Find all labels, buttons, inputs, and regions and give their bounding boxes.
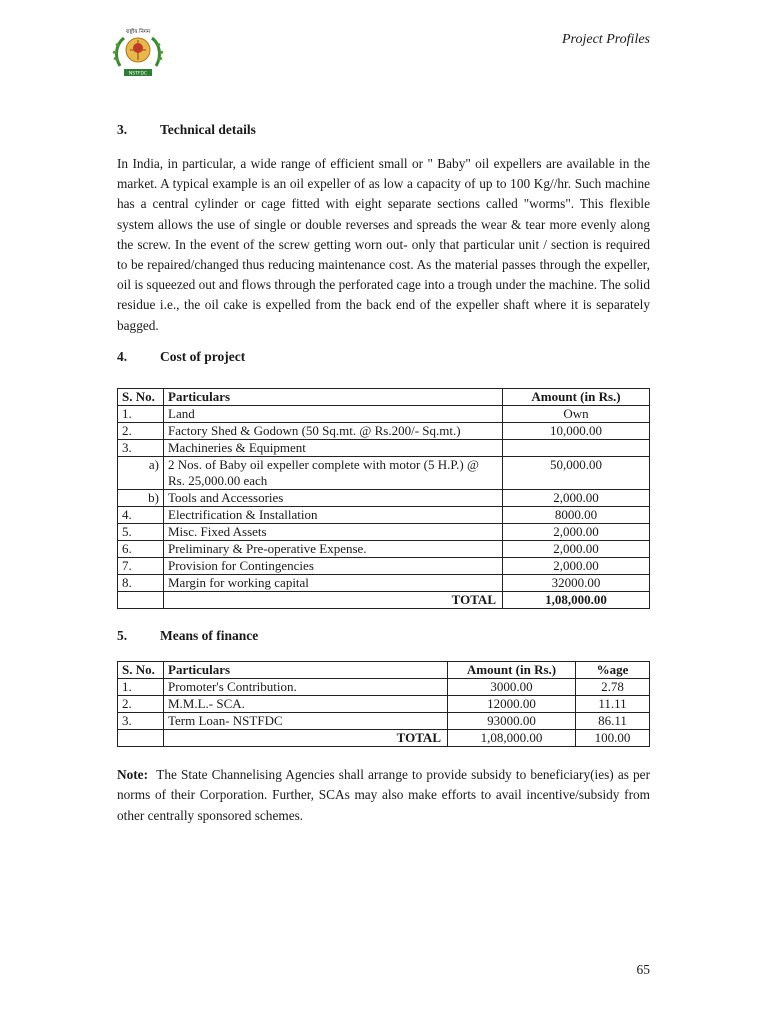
serial-number: a) bbox=[118, 456, 164, 489]
amount: 32000.00 bbox=[503, 574, 650, 591]
total-amount: 1,08,000.00 bbox=[448, 729, 576, 746]
total-percent: 100.00 bbox=[576, 729, 650, 746]
technical-details-paragraph: In India, in particular, a wide range of efficient small or " Baby" oil expellers are available in the market. A typical example is an oil expeller of as low a capacity of up to 100 Kg//hr. Such machine has a central cylinder or cage fitted with eight separate sections called "worms". This flexible system allows the use of single or double reverses and spreads the wear & tear more evenly along the screw. In the event of the screw getting worn out- only that particular unit / section is required to be repaired/changed thus reducing maintenance cost. As the material passes through the expeller, oil is squeezed out and flows through the perforated cage into a trough under the machine. The solid residue i.e., the oil cake is expelled from the back end of the expeller shaft where it is separately bagged. bbox=[117, 156, 650, 333]
particular: Machineries & Equipment bbox=[164, 439, 503, 456]
column-header: Amount (in Rs.) bbox=[448, 661, 576, 678]
section-3-heading bbox=[117, 122, 650, 138]
table-row bbox=[118, 523, 650, 540]
page-number: 65 bbox=[636, 962, 650, 977]
means-of-finance-table bbox=[117, 661, 650, 747]
organization-logo bbox=[108, 26, 168, 80]
section-number: 4. bbox=[117, 348, 128, 364]
total-amount: 1,08,000.00 bbox=[503, 591, 650, 608]
particular: Factory Shed & Godown (50 Sq.mt. @ Rs.200/- Sq.mt.) bbox=[164, 422, 503, 439]
logo-badge: NSTFDC bbox=[128, 71, 148, 77]
percentage: 86.11 bbox=[576, 712, 650, 729]
serial-number: 3. bbox=[118, 439, 164, 456]
total-label: TOTAL bbox=[164, 591, 503, 608]
amount bbox=[503, 439, 650, 456]
total-row bbox=[118, 729, 650, 746]
serial-number: 3. bbox=[118, 712, 164, 729]
table-row bbox=[118, 557, 650, 574]
particular: Promoter's Contribution. bbox=[164, 678, 448, 695]
particular: Electrification & Installation bbox=[164, 506, 503, 523]
amount: 93000.00 bbox=[448, 712, 576, 729]
section-number: 3. bbox=[117, 122, 128, 137]
amount: 2,000.00 bbox=[503, 489, 650, 506]
section-4-heading bbox=[117, 349, 650, 365]
particular: Misc. Fixed Assets bbox=[164, 523, 503, 540]
table-row bbox=[118, 678, 650, 695]
serial-number: 2. bbox=[118, 422, 164, 439]
amount: 50,000.00 bbox=[503, 456, 650, 489]
amount: 10,000.00 bbox=[503, 422, 650, 439]
note-label: Note: bbox=[117, 766, 149, 782]
note-text: The State Channelising Agencies shall arrange to provide subsidy to beneficiary(ies) as per norms of their Corporation. Further, SCAs may also make efforts to avail incentive/subsidy from other centrally sponsored schemes. bbox=[117, 766, 650, 823]
amount: Own bbox=[503, 405, 650, 422]
amount: 2,000.00 bbox=[503, 523, 650, 540]
amount: 3000.00 bbox=[448, 678, 576, 695]
table-row bbox=[118, 456, 650, 489]
table-header-row bbox=[118, 388, 650, 405]
table-header-row bbox=[118, 661, 650, 678]
table-row bbox=[118, 439, 650, 456]
section-title: Technical details bbox=[160, 122, 256, 137]
table-row bbox=[118, 712, 650, 729]
particular: Land bbox=[164, 405, 503, 422]
serial-number: 8. bbox=[118, 574, 164, 591]
particular: Term Loan- NSTFDC bbox=[164, 712, 448, 729]
particular: 2 Nos. of Baby oil expeller complete with motor (5 H.P.) @ Rs. 25,000.00 each bbox=[164, 456, 503, 489]
section-title: Means of finance bbox=[160, 627, 259, 643]
table-row bbox=[118, 405, 650, 422]
serial-number: 4. bbox=[118, 506, 164, 523]
column-header: S. No. bbox=[118, 661, 164, 678]
logo-text: राष्ट्रीय निगम bbox=[125, 29, 151, 35]
serial-number: 6. bbox=[118, 540, 164, 557]
particular: Provision for Contingencies bbox=[164, 557, 503, 574]
serial-number: b) bbox=[118, 489, 164, 506]
serial-number: 1. bbox=[118, 405, 164, 422]
column-header: Particulars bbox=[164, 661, 448, 678]
serial-number: 7. bbox=[118, 557, 164, 574]
note-paragraph bbox=[117, 765, 650, 826]
percentage: 11.11 bbox=[576, 695, 650, 712]
particular: Tools and Accessories bbox=[164, 489, 503, 506]
serial-number: 5. bbox=[118, 523, 164, 540]
table-row bbox=[118, 540, 650, 557]
serial-number: 1. bbox=[118, 678, 164, 695]
table-row bbox=[118, 506, 650, 523]
column-header: S. No. bbox=[118, 388, 164, 405]
particular: Preliminary & Pre-operative Expense. bbox=[164, 540, 503, 557]
table-row bbox=[118, 489, 650, 506]
total-row bbox=[118, 591, 650, 608]
serial-number: 2. bbox=[118, 695, 164, 712]
table-row bbox=[118, 574, 650, 591]
section-title: Cost of project bbox=[160, 348, 246, 364]
cost-of-project-table bbox=[117, 388, 650, 609]
table-row bbox=[118, 422, 650, 439]
amount: 12000.00 bbox=[448, 695, 576, 712]
running-header: Project Profiles bbox=[562, 32, 650, 47]
amount: 2,000.00 bbox=[503, 540, 650, 557]
particular: Margin for working capital bbox=[164, 574, 503, 591]
section-number: 5. bbox=[117, 627, 128, 643]
particular: M.M.L.- SCA. bbox=[164, 695, 448, 712]
table-row bbox=[118, 695, 650, 712]
column-header: Amount (in Rs.) bbox=[503, 388, 650, 405]
column-header: %age bbox=[576, 661, 650, 678]
document-body bbox=[117, 122, 650, 826]
column-header: Particulars bbox=[164, 388, 503, 405]
amount: 2,000.00 bbox=[503, 557, 650, 574]
total-label: TOTAL bbox=[164, 729, 448, 746]
percentage: 2.78 bbox=[576, 678, 650, 695]
section-5-heading bbox=[117, 628, 650, 644]
amount: 8000.00 bbox=[503, 506, 650, 523]
